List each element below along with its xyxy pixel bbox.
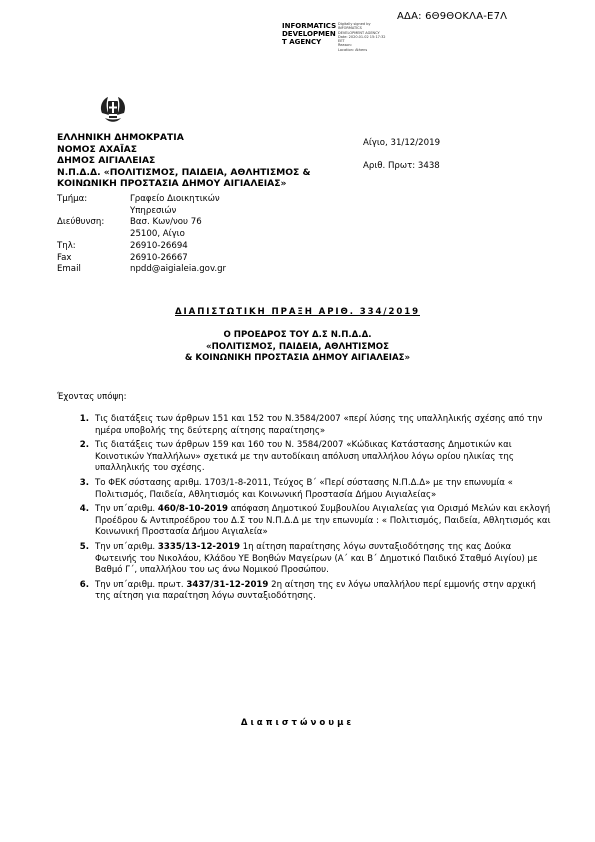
- contact-row: [57, 206, 240, 218]
- item-text-pre: Τις διατάξεις των άρθρων 151 και 152 του Ν.3584/2007 «περί λύσης της υπαλληλικής σχέσης από την ημέρα υποβολής της δεύτερης αίτησης παραίτησης»: [95, 414, 543, 436]
- item-number: 5.: [79, 541, 89, 552]
- item-text: [95, 478, 553, 501]
- signature-detail-line: INFORMATICS: [338, 26, 362, 31]
- contact-row: [57, 253, 240, 265]
- contact-value: 25100, Αίγιο: [130, 229, 185, 240]
- item-text: [95, 504, 553, 539]
- list-item: [73, 542, 553, 577]
- item-text-bold: 460/8-10-2019: [157, 504, 228, 515]
- contact-value: 26910-26667: [130, 252, 188, 263]
- contact-row: [57, 229, 240, 241]
- item-text-pre: Την υπ΄αριθμ. πρωτ.: [95, 579, 187, 590]
- contact-row: [57, 217, 240, 229]
- issuer-line: ΚΟΙΝΩΝΙΚΗ ΠΡΟΣΤΑΣΙΑ ΔΗΜΟΥ ΑΙΓΙΑΛΕΙΑΣ»: [57, 178, 287, 189]
- signature-detail-line: Location: Athens: [338, 47, 368, 52]
- item-number: 6.: [79, 579, 89, 590]
- item-text-pre: Το ΦΕΚ σύστασης αριθμ. 1703/1-8-2011, Τεύχος Β΄ «Περί σύστασης Ν.Π.Δ.Δ» με την επωνυμία « Πολιτισμός, Παιδεία, Αθλητισμός και Κοινωνική Προστασία Δήμου Αιγιαλείας»: [95, 477, 513, 500]
- greek-emblem-icon: [96, 93, 130, 127]
- item-text-bold: 3437/31-12-2019: [186, 579, 269, 590]
- issuer-line: ΕΛΛΗΝΙΚΗ ΔΗΜΟΚΡΑΤΙΑ: [57, 132, 184, 143]
- document-title: ΔΙΑΠΙΣΤΩΤΙΚΗ ΠΡΑΞΗ ΑΡΙΘ. 334/2019: [175, 307, 420, 317]
- signature-logo: [282, 22, 336, 46]
- item-text: [95, 580, 553, 603]
- contact-key: Διεύθυνση:: [57, 217, 105, 228]
- signature-detail-line: EET: [338, 39, 345, 44]
- contact-key: Τηλ:: [57, 240, 76, 251]
- signature-detail-line: Date: 2020.01.02 15:17:32: [338, 34, 386, 39]
- chair-heading: [0, 330, 595, 365]
- contact-key: Email: [57, 264, 81, 275]
- contact-value: Βασ. Κων/νου 76: [130, 217, 202, 228]
- contact-row: [57, 264, 240, 276]
- item-text-pre: Την υπ΄αριθμ.: [95, 504, 158, 515]
- contact-value: Υπηρεσιών: [130, 205, 177, 216]
- contact-value: 26910-26694: [130, 240, 188, 251]
- signature-detail-line: DEVELOPMENT AGENCY: [338, 30, 380, 35]
- list-item: [73, 478, 553, 501]
- contact-key: Fax: [57, 252, 72, 263]
- issuer-header: [57, 132, 311, 190]
- considerations-list: [73, 414, 553, 606]
- list-item: [73, 504, 553, 539]
- contact-key: [57, 206, 130, 218]
- digital-signature-details: [338, 22, 386, 52]
- chair-line: «ΠΟΛΙΤΙΣΜΟΣ, ΠΑΙΔΕΙΑ, ΑΘΛΗΤΙΣΜΟΣ: [206, 341, 389, 352]
- contact-row: [57, 241, 240, 253]
- issuer-line: Ν.Π.Δ.Δ. «ΠΟΛΙΤΙΣΜΟΣ, ΠΑΙΔΕΙΑ, ΑΘΛΗΤΙΣΜΟΣ &: [57, 166, 311, 178]
- ada-code: ΑΔΑ: 6Θ9ΘΟΚΛΑ-Ε7Λ: [397, 11, 508, 22]
- item-text-pre: Τις διατάξεις των άρθρων 159 και 160 του Ν. 3584/2007 «Κώδικας Κατάστασης Δημοτικών και Κοινοτικών Υπαλλήλων» σχετικά με την αυτοδίκαιη απόλυση υπαλλήλου λόγω ορίου ηλικίας της υπαλληλικής του σχέσης.: [95, 440, 514, 474]
- contact-value: Γραφείο Διοικητικών: [130, 194, 220, 204]
- contact-block: [57, 194, 240, 276]
- signature-detail-line: Reason:: [338, 43, 352, 48]
- list-item: [73, 440, 553, 475]
- item-text-pre: Την υπ΄αριθμ.: [95, 541, 158, 552]
- item-number: 4.: [79, 504, 89, 515]
- contact-key: Τμήμα:: [57, 194, 88, 204]
- signature-detail-line: Digitally signed by: [338, 22, 371, 26]
- contact-value: npdd@aigialeia.gov.gr: [130, 264, 227, 275]
- chair-line: & ΚΟΙΝΩΝΙΚΗ ΠΡΟΣΤΑΣΙΑ ΔΗΜΟΥ ΑΙΓΙΑΛΕΙΑΣ»: [184, 353, 411, 364]
- list-item: [73, 414, 553, 437]
- item-text-post: 2η αίτηση της εν λόγω υπαλλήλου περί εμμονής στην αρχική της αίτηση για παραίτηση λόγω συνταξιοδότησης.: [95, 579, 536, 602]
- item-text-post: απόφαση Δημοτικού Συμβουλίου Αιγιαλείας για Ορισμό Μελών και εκλογή Προέδρου & Αντιπροέδρου του Δ.Σ του Ν.Π.Δ.Δ με την επωνυμία : « Πολιτισμός, Παιδεία, Αθλητισμός και Κοινωνική Προστασία Δήμου Αιγιαλεία»: [95, 504, 551, 538]
- item-number: 1.: [79, 414, 89, 424]
- item-text-bold: 3335/13-12-2019: [157, 541, 240, 552]
- contact-key: [57, 229, 130, 241]
- item-number: 2.: [79, 440, 89, 451]
- item-text: [95, 542, 553, 577]
- contact-row: [57, 194, 240, 206]
- signature-logo-line: INFORMATICS: [282, 22, 337, 30]
- item-text: [95, 414, 553, 437]
- having-heading: Έχοντας υπόψη:: [57, 392, 127, 402]
- issuer-line: ΝΟΜΟΣ ΑΧΑΪΑΣ: [57, 143, 138, 155]
- item-number: 3.: [79, 477, 89, 488]
- issuer-line: ΔΗΜΟΣ ΑΙΓΙΑΛΕΙΑΣ: [57, 155, 156, 166]
- signature-logo-line: T AGENCY: [282, 38, 322, 46]
- place-date: Αίγιο, 31/12/2019: [363, 138, 441, 148]
- chair-line: Ο ΠΡΟΕΔΡΟΣ ΤΟΥ Δ.Σ Ν.Π.Δ.Δ.: [223, 330, 372, 340]
- item-text: [95, 440, 553, 475]
- signature-logo-line: DEVELOPMEN: [282, 30, 336, 38]
- conclusion-heading: Διαπιστώνουμε: [240, 718, 355, 728]
- protocol-number: Αριθ. Πρωτ: 3438: [363, 161, 440, 171]
- item-text-post: 1η αίτηση παραίτησης λόγω συνταξιοδότησης της κας Δούκα Φωτεινής του Νικολάου, Κλάδου ΥΕ Βοηθών Μαγείρων (Α΄ και Β΄ Δημοτικό Παιδικό Σταθμό Αιγίου) με Βαθμό Γ΄, υπαλλήλου του ως άνω Νομικού Προσώπου.: [95, 541, 538, 576]
- list-item: [73, 580, 553, 603]
